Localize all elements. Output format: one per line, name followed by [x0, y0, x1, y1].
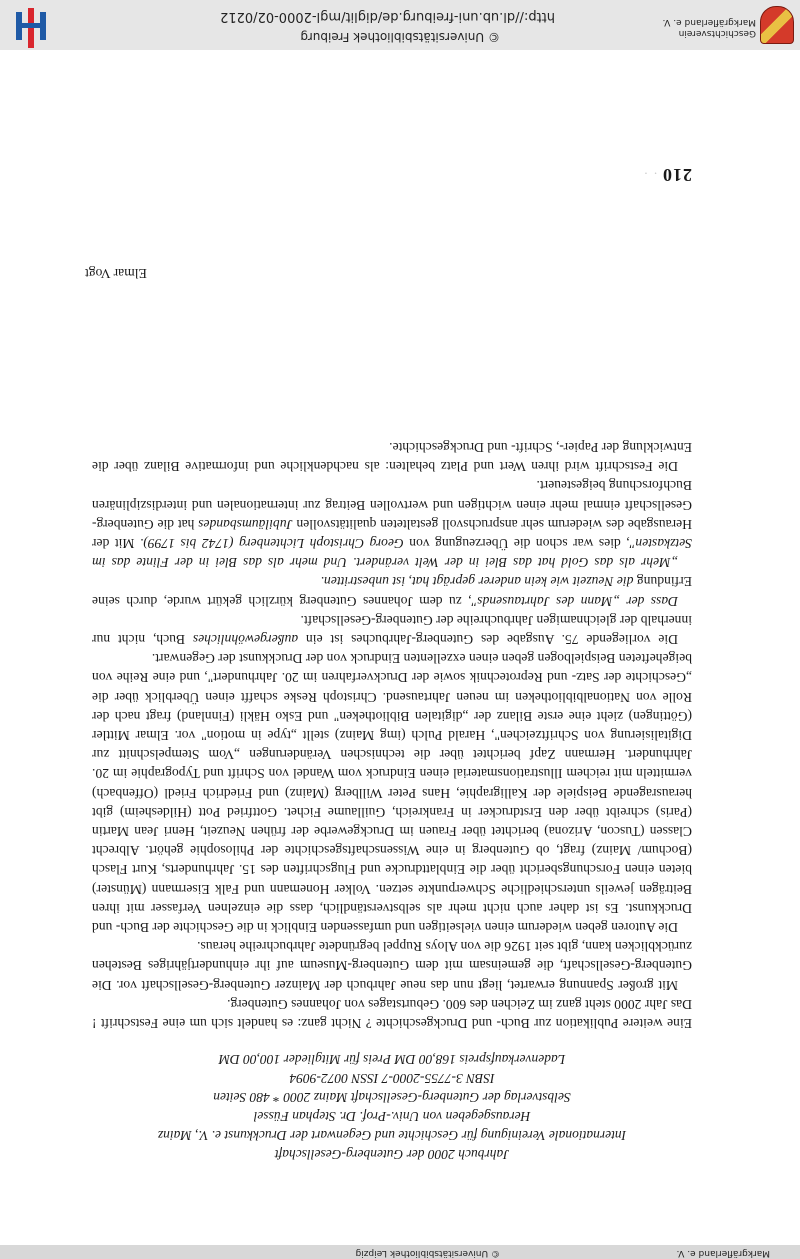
book-isbn: ISBN 3-7755-2000-7 ISSN 0072-9094 — [289, 1071, 495, 1086]
review-body — [92, 438, 692, 1033]
review-paragraph-4 — [92, 611, 692, 649]
review-p4-start: Die vorliegende 75. Ausgabe des Gutenberg-Jahrbuches ist ein — [298, 631, 678, 647]
page-number — [643, 164, 692, 185]
review-p4-end: Buch, nicht nur innerhalb der gleichnamigen Jahrbuchreihe der Gutenberg-Gesellschaft. — [92, 612, 692, 647]
review-p4-emphasis: außergewöhnliches — [192, 631, 299, 647]
library-header-band — [0, 0, 800, 50]
book-press: Selbstverlag der Gutenberg-Gesellschaft Mainz 2000 * 480 Seiten — [213, 1090, 571, 1105]
review-p6-lichtenberg: Georg Christoph Lichtenberg (1742 bis 1799). — [139, 535, 404, 551]
library-copyright: © Universitätsbibliothek Freiburg — [300, 30, 500, 44]
review-p5-emphasis-1: Dass der „Mann des Jahrtausends" — [471, 593, 678, 609]
page-number-value: 210 — [662, 165, 692, 185]
review-p2-text: Mit großer Spannung erwartet, liegt nun das neue Jahrbuch der Mainzer Gutenberg-Gesellschaft vor. Die Gutenberg-Gesellschaft, die gemeinsam mit dem Gutenberg-Museum auf ihr einhundertjähriges Bestehen zurückblicken kann, gibt seit 1926 die von Aloys Ruppel begründete Jahrbuchreihe heraus. — [92, 939, 692, 993]
book-editor: Herausgegeben von Univ.-Prof. Dr. Stephan Füssel — [253, 1109, 531, 1124]
review-p3-text: Die Autoren geben wiederum einen vielseitigen und umfassenden Einblick in die Geschichte der Buch- und Druckkunst. Es ist daher auch nicht mehr als selbstverständlich, dass die einzelnen Verfasser mit ihren Beiträgen jeweils unterschiedliche Schwerpunkte setzen. Volker Honemann und Falk Eisermann (Münster) bieten einen Forschungsbericht über die Einblattdrucke und Flugschriften des 15. Jahrhunderts, Kurt Flasch (Bochum/ Mainz) fragt, ob Gutenberg in eine Wissenschaftsgeschichte der Philosophie gehört. Albrecht Classen (Tuscon, Arizona) berichtet über Frauen im Druckgewerbe der frühen Neuzeit, Henri Jean Martin (Paris) schreibt über den Erstdrucker in Frankreich, Guillaume Fichet. Gottfried Pott (Hildesheim) gibt herausragende Beispiele der Kalligraphie, Hans Peter Willberg (Mainz) und Friedrich Friedl (Offenbach) vermitteln mit reichem Illustrationsmaterial einen Eindruck vom Wandel von Schrift und Typographie im 20. Jahrhundert. Hermann Zapf berichtet über die technischen Veränderungen „Vom Stempelschnitt zur Digitalisierung von Schriftzeichen", Harald Pulch (img Mainz) stellt „type in motion" vor. Elmar Mittler (Göttingen) zieht eine erste Bilanz der „digitalen Bibliotheken" und Esko Häkli (Finnland) fragt nach der Rolle von Nationalbibliotheken im neuen Jahrtausend. Christoph Reske schafft einen Überblick über die „Geschichte der Satz- und Reprotechnik sowie der Druckverfahren im 20. Jahrhundert", und eine Reihe von beigehefteten Beispielbogen geben einen exzellenten Eindruck von der Druckkunst der Gegenwart. — [92, 651, 692, 935]
society-name-line2: Markgräflerland e. V. — [662, 17, 756, 27]
review-paragraph-intro — [92, 995, 692, 1033]
review-p6-mid1: , dies war schon die Überzeugung von — [403, 535, 630, 551]
review-p7-text: Die Festschrift wird ihren Wert und Platz behalten: als nachdenkliche und informative Bilanz über die Entwicklung der Papier-, Schrift- und Druckgeschichte. — [92, 439, 692, 475]
book-publisher: Internationale Vereinigung für Geschichte und Gegenwart der Druckkunst e. V., Mainz — [157, 1128, 627, 1143]
bottom-strip — [0, 1245, 800, 1259]
review-signature: Elmar Vogt — [85, 266, 147, 281]
review-paragraph-6 — [92, 476, 692, 572]
bottom-strip-society: Markgräflerland e. V. — [676, 1248, 770, 1258]
review-paragraph-5 — [92, 572, 692, 610]
university-library-logo — [14, 8, 48, 48]
review-p5-emphasis-2: die Neuzeit wie kein anderer geprägt hat, ist unbestritten. — [320, 574, 634, 590]
review-paragraph-2 — [92, 937, 692, 995]
book-title: Jahrbuch 2000 der Gutenberg-Gesellschaft — [274, 1147, 510, 1162]
bottom-strip-text: © Universitätsbibliothek Leipzig — [355, 1248, 500, 1258]
book-info — [92, 1050, 692, 1164]
review-p6-mid2: Mit der Herausgabe des wiederum sehr anspruchsvoll gestalteten qualitätsvollen — [91, 516, 692, 551]
review-paragraph-7 — [92, 438, 692, 476]
society-name — [646, 16, 756, 38]
book-price: Ladenverkaufspreis 168,00 DM Preis für Mitglieder 100,00 DM — [218, 1052, 566, 1067]
review-p1-text: Eine weitere Publikation zur Buch- und Druckgeschichte ? Nicht ganz: es handelt sich um eine Festschrift ! Das Jahr 2000 steht ganz im Zeichen des 600. Geburtstages von Johannes Gutenberg. — [92, 996, 692, 1031]
review-p6-end: hat die Gutenberg-Gesellschaft einmal mehr einen wichtigen und wertvollen Beitrag zur internationalen und interdisziplinären Buchforschung beigesteuert. — [92, 478, 692, 532]
review-paragraph-3 — [92, 649, 692, 937]
source-url[interactable]: http://dl.ub.uni-freiburg.de/diglit/mgl-2000-02/0212 — [220, 9, 555, 24]
society-name-line1: Geschichtsverein — [678, 28, 756, 38]
page-number-ghost: · · — [642, 166, 662, 181]
review-p6-emphasis: Jubiläumsbandes — [198, 516, 293, 532]
society-coat-of-arms-icon — [760, 6, 794, 44]
review-p5-mid: , zu dem Johannes Gutenberg kürzlich gekürt wurde, durch seine Erfindung — [91, 574, 692, 609]
review-p6-quote: „Mehr als das Gold hat das Blei in der Welt verändert. Und mehr als das Blei in der Flinte das im Setzkasten" — [92, 535, 692, 571]
